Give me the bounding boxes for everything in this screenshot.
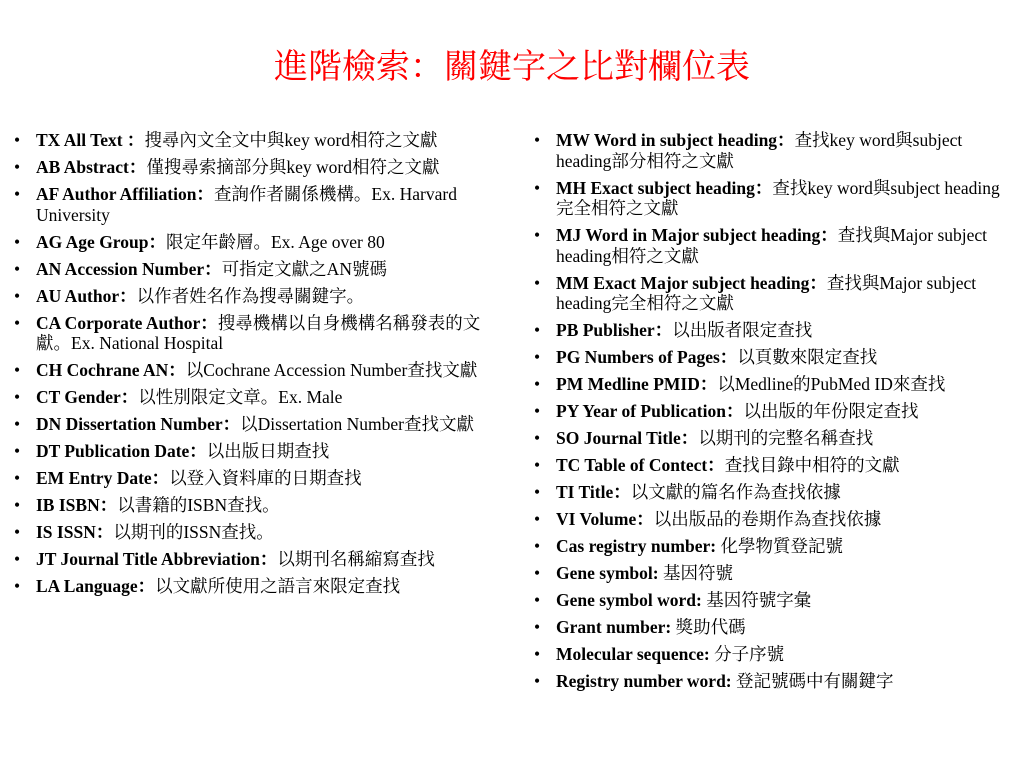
field-term: MJ Word in Major subject heading： [556, 225, 838, 245]
field-desc: 以期刊名稱縮寫查找 [277, 549, 435, 569]
field-desc: 以頁數來限定查找 [737, 347, 878, 367]
list-item [12, 360, 496, 381]
field-term: PG Numbers of Pages： [556, 347, 738, 367]
field-desc: 以書籍的ISBN查找。 [117, 495, 280, 515]
field-desc: 搜尋內文全文中與key word相符之文獻 [144, 130, 438, 150]
list-item [532, 644, 1012, 665]
field-term: CA Corporate Author： [36, 312, 218, 333]
field-term: Gene symbol word: [556, 590, 702, 610]
field-desc: 以作者姓名作為搜尋關鍵字。 [136, 285, 365, 306]
field-desc: 查找目錄中相符的文獻 [724, 455, 900, 475]
list-item [12, 286, 496, 307]
field-desc: 以文獻的篇名作為查找依據 [630, 482, 841, 502]
left-field-list [12, 130, 496, 603]
field-desc: 以出版日期查找 [206, 441, 330, 461]
field-term: VI Volume： [556, 509, 654, 529]
list-item [532, 178, 1012, 219]
field-term: PM Medline PMID： [556, 374, 718, 394]
list-item [12, 259, 496, 280]
field-term: PY Year of Publication： [556, 401, 744, 421]
list-item [532, 347, 1012, 368]
list-item [532, 671, 1012, 692]
field-term: DN Dissertation Number： [36, 414, 241, 434]
list-item [12, 468, 496, 489]
field-term: LA Language： [36, 576, 156, 596]
field-term: CH Cochrane AN： [36, 360, 186, 380]
list-item [12, 157, 496, 178]
right-field-list [532, 130, 1012, 698]
list-item [12, 576, 496, 597]
field-desc: 分子序號 [709, 644, 785, 664]
field-term: JT Journal Title Abbreviation： [36, 549, 278, 569]
field-term: CT Gender： [36, 387, 139, 407]
field-term: TC Table of Contect： [556, 455, 725, 475]
field-desc: 以期刊的ISSN查找。 [113, 522, 274, 542]
list-item [532, 482, 1012, 503]
list-item [12, 495, 496, 516]
list-item [12, 130, 496, 151]
list-item [532, 509, 1012, 530]
list-item [532, 455, 1012, 476]
list-item [532, 374, 1012, 395]
field-desc: 查找key word與subject heading部分相符之文獻 [556, 130, 963, 171]
field-term: Grant number: [556, 617, 672, 637]
field-desc: 僅搜尋索摘部分與key word相符之文獻 [146, 157, 440, 177]
list-item [532, 590, 1012, 611]
list-item [12, 184, 496, 225]
field-desc: 基因符號字彙 [701, 590, 812, 610]
field-desc: 限定年齡層。Ex. Age over 80 [165, 231, 385, 252]
field-term: MM Exact Major subject heading： [556, 272, 827, 293]
field-desc: 登記號碼中有關鍵字 [731, 671, 894, 691]
field-desc: 查找與Major subject heading相符之文獻 [556, 225, 988, 266]
list-item [532, 428, 1012, 449]
field-term: IS ISSN： [36, 522, 114, 542]
list-item [12, 522, 496, 543]
list-item [532, 273, 1012, 314]
field-desc: 以登入資料庫的日期查找 [169, 468, 362, 488]
field-desc: 化學物質登記號 [716, 536, 843, 556]
field-desc: 以Medline的PubMed ID來查找 [717, 374, 946, 394]
list-item [12, 387, 496, 408]
field-desc: 以Dissertation Number查找文獻 [240, 414, 474, 434]
field-term: TX All Text ： [36, 130, 145, 150]
field-desc: 以出版的年份限定查找 [743, 401, 919, 421]
list-item [532, 401, 1012, 422]
list-item [12, 414, 496, 435]
list-item [12, 549, 496, 570]
field-desc: 以出版品的卷期作為查找依據 [653, 509, 882, 529]
field-term: AG Age Group： [36, 231, 166, 252]
field-desc: 獎助代碼 [671, 617, 746, 637]
list-item [532, 536, 1012, 557]
field-term: AF Author Affiliation： [36, 184, 214, 204]
field-term: IB ISBN： [36, 495, 118, 515]
list-item [532, 563, 1012, 584]
field-term: Gene symbol: [556, 563, 659, 583]
field-desc: 查找key word與subject heading 完全相符之文獻 [556, 177, 1000, 218]
list-item [12, 441, 496, 462]
field-term: Registry number word: [556, 671, 732, 691]
page-title: 進階檢索：關鍵字之比對欄位表 [274, 49, 750, 86]
field-term: MH Exact subject heading： [556, 177, 773, 198]
field-term: EM Entry Date： [36, 468, 170, 488]
list-item [532, 320, 1012, 341]
field-desc: 搜尋機構以自身機構名稱發表的文獻。Ex. National Hospital [36, 312, 481, 353]
field-desc: 可指定文獻之AN號碼 [221, 258, 387, 279]
field-term: AU Author： [36, 285, 137, 306]
field-desc: 以期刊的完整名稱查找 [698, 428, 874, 448]
field-term: Cas registry number: [556, 536, 717, 556]
field-term: MW Word in subject heading： [556, 130, 795, 150]
field-desc: 查找與Major subject heading完全相符之文獻 [556, 272, 977, 313]
list-item [12, 313, 496, 354]
field-term: SO Journal Title： [556, 428, 699, 448]
field-term: Molecular sequence: [556, 644, 710, 664]
field-desc: 基因符號 [658, 563, 733, 583]
list-item [532, 617, 1012, 638]
list-item [532, 130, 1012, 171]
field-desc: 以文獻所使用之語言來限定查找 [155, 576, 401, 596]
field-desc: 以Cochrane Accession Number查找文獻 [185, 360, 478, 380]
list-item [532, 225, 1012, 266]
field-term: AB Abstract： [36, 157, 147, 177]
list-item [12, 232, 496, 253]
field-term: TI Title： [556, 482, 631, 502]
field-desc: 查詢作者關係機構。Ex. Harvard University [36, 184, 457, 225]
field-term: DT Publication Date： [36, 441, 207, 461]
field-term: AN Accession Number： [36, 258, 222, 279]
field-desc: 以出版者限定查找 [672, 320, 813, 340]
field-term: PB Publisher： [556, 320, 673, 340]
field-desc: 以性別限定文章。Ex. Male [138, 387, 343, 407]
